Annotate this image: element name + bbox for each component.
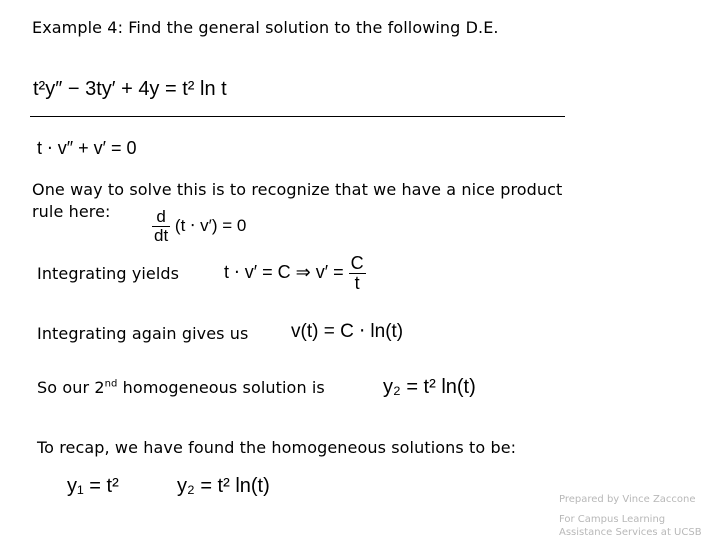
recap-label: To recap, we have found the homogeneous solutions to be: [37,438,517,457]
product-rule-body: (t ⋅ v′) = 0 [174,215,247,235]
solution-y2: y₂ = t² ln(t) [177,475,270,497]
second-solution-label [37,378,325,397]
integrating-yields-body: t ⋅ v′ = C ⇒ v′ = [224,262,344,283]
integrating-again-label: Integrating again gives us [37,324,249,343]
divider-line [30,116,565,117]
derivative-denominator: dt [154,225,169,245]
solution-y1: y₁ = t² [67,475,119,497]
second-solution-label-pre: So our 2 [37,378,105,397]
derivative-numerator: d [152,208,170,227]
differential-equation: t²y″ − 3ty′ + 4y = t² ln t [33,78,227,100]
product-rule-expression [152,208,246,245]
footer-credit-line1: Prepared by Vince Zaccone [559,494,696,505]
c-over-t-fraction [349,254,366,293]
second-solution-label-post: homogeneous solution is [117,378,325,397]
derivative-operator [152,208,170,245]
example-heading: Example 4: Find the general solution to the following D.E. [32,18,499,37]
fraction-numerator: C [350,253,364,273]
ordinal-suffix: nd [104,378,118,390]
product-rule-text-line1: One way to solve this is to recognize that we have a nice product [32,180,563,199]
footer-credit-line2: For Campus Learning [559,514,666,525]
second-solution-expression: y₂ = t² ln(t) [383,376,476,398]
integrating-again-expression: v(t) = C ⋅ ln(t) [291,321,404,342]
footer-credit-line3: Assistance Services at UCSB [559,527,702,538]
product-rule-text-line2: rule here: [32,202,111,221]
integrating-yields-expression [224,254,366,293]
reduced-equation: t ⋅ v″ + v′ = 0 [37,138,137,158]
integrating-yields-label: Integrating yields [37,264,180,283]
fraction-denominator: t [354,272,360,293]
